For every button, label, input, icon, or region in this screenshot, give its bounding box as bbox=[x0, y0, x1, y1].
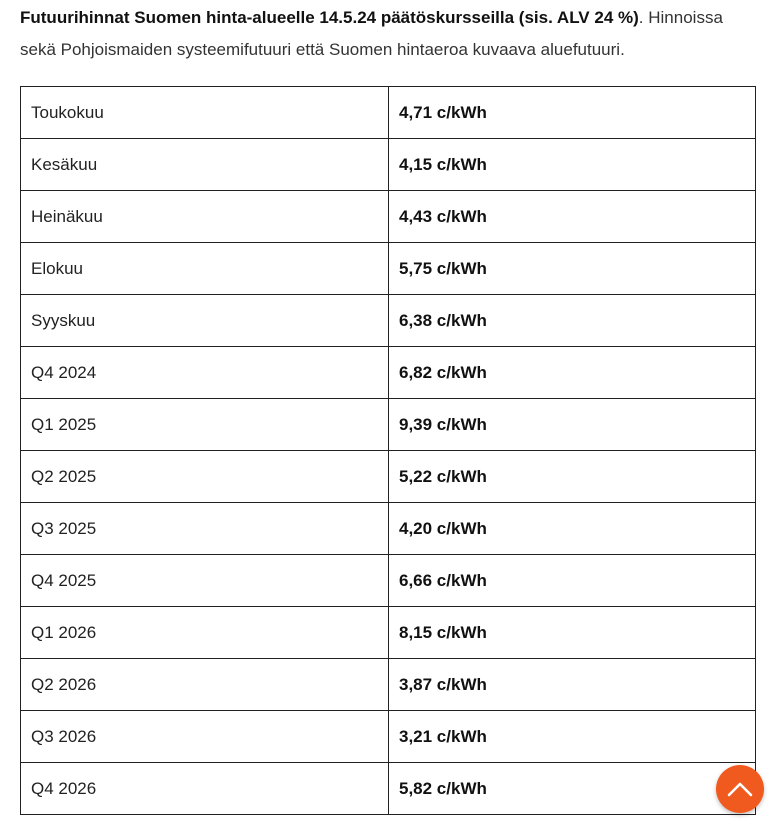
period-cell: Kesäkuu bbox=[21, 139, 389, 191]
price-cell: 5,82 c/kWh bbox=[389, 763, 756, 815]
chevron-up-icon bbox=[727, 781, 753, 797]
price-cell: 5,22 c/kWh bbox=[389, 451, 756, 503]
period-cell: Q4 2024 bbox=[21, 347, 389, 399]
period-cell: Q3 2026 bbox=[21, 711, 389, 763]
period-cell: Q1 2025 bbox=[21, 399, 389, 451]
price-cell: 5,75 c/kWh bbox=[389, 243, 756, 295]
intro-rest-text: . Hinnoissa sekä Pohjoismaiden systeemifutuuri että Suomen hintaeroa kuvaava aluefutuuri. bbox=[20, 8, 723, 59]
table-row bbox=[21, 659, 756, 711]
table-row bbox=[21, 295, 756, 347]
price-cell: 4,15 c/kWh bbox=[389, 139, 756, 191]
period-cell: Heinäkuu bbox=[21, 191, 389, 243]
futures-price-table bbox=[20, 86, 756, 815]
period-cell: Q2 2026 bbox=[21, 659, 389, 711]
price-cell: 3,21 c/kWh bbox=[389, 711, 756, 763]
intro-paragraph bbox=[20, 2, 760, 66]
table-row bbox=[21, 243, 756, 295]
table-row bbox=[21, 451, 756, 503]
price-cell: 8,15 c/kWh bbox=[389, 607, 756, 659]
price-cell: 6,66 c/kWh bbox=[389, 555, 756, 607]
price-cell: 6,38 c/kWh bbox=[389, 295, 756, 347]
table-row bbox=[21, 347, 756, 399]
table-row bbox=[21, 399, 756, 451]
table-row bbox=[21, 139, 756, 191]
price-cell: 4,43 c/kWh bbox=[389, 191, 756, 243]
period-cell: Q4 2025 bbox=[21, 555, 389, 607]
period-cell: Q4 2026 bbox=[21, 763, 389, 815]
table-row bbox=[21, 763, 756, 815]
price-cell: 4,71 c/kWh bbox=[389, 87, 756, 139]
price-cell: 6,82 c/kWh bbox=[389, 347, 756, 399]
table-row bbox=[21, 503, 756, 555]
period-cell: Q2 2025 bbox=[21, 451, 389, 503]
price-cell: 3,87 c/kWh bbox=[389, 659, 756, 711]
price-cell: 9,39 c/kWh bbox=[389, 399, 756, 451]
intro-bold-text: Futuurihinnat Suomen hinta-alueelle 14.5.24 päätöskursseilla (sis. ALV 24 %) bbox=[20, 8, 639, 27]
period-cell: Q1 2026 bbox=[21, 607, 389, 659]
table-row bbox=[21, 555, 756, 607]
table-row bbox=[21, 87, 756, 139]
scroll-to-top-button[interactable] bbox=[716, 765, 764, 813]
table-row bbox=[21, 607, 756, 659]
period-cell: Toukokuu bbox=[21, 87, 389, 139]
period-cell: Syyskuu bbox=[21, 295, 389, 347]
table-row bbox=[21, 711, 756, 763]
period-cell: Q3 2025 bbox=[21, 503, 389, 555]
price-cell: 4,20 c/kWh bbox=[389, 503, 756, 555]
period-cell: Elokuu bbox=[21, 243, 389, 295]
table-row bbox=[21, 191, 756, 243]
